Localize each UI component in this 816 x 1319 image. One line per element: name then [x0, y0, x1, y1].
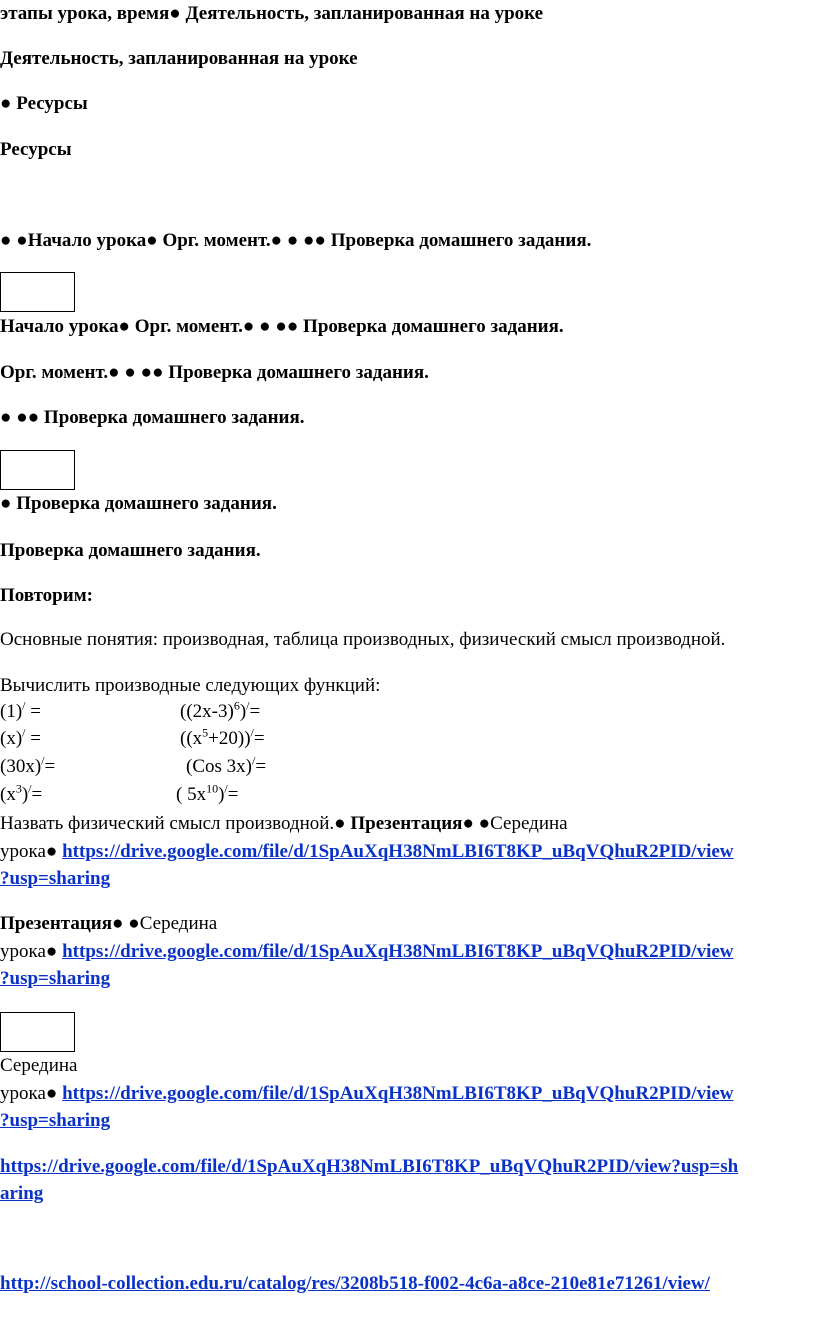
middle-label: Середина: [490, 813, 568, 834]
derivative-4a: $(x^3)^/=$: [0, 781, 43, 805]
middle-label-2: Середина: [139, 913, 218, 934]
drive-link-3-tail[interactable]: ?usp=sharing: [0, 1110, 111, 1131]
homework-line-3: Проверка домашнего задания.: [0, 540, 261, 561]
lesson-link-line-1b: [0, 868, 110, 890]
derivative-row-2: [0, 725, 41, 750]
drive-link-1[interactable]: https://drive.google.com/file/d/1SpAuXqH38NmLBI6T8KP_uBqVQhuR2PID/view: [62, 841, 734, 862]
lesson-label: урока●: [0, 841, 63, 862]
derivative-row-3: [0, 753, 56, 778]
middle-heading: Середина: [0, 1055, 78, 1076]
repeat-heading: Повторим:: [0, 585, 93, 606]
derivative-2b: $((x^5+20))^/=$: [180, 725, 265, 749]
drive-link-1-tail[interactable]: ?usp=sharing: [0, 868, 111, 889]
full-link-line: [0, 1156, 738, 1178]
physical-meaning-line: [0, 813, 568, 835]
lesson-label-3: урока●: [0, 1083, 63, 1104]
org-moment-line: Орг. момент.● ● ●● Проверка домашнего задания.: [0, 362, 429, 383]
heading-resources-bullet: ● Ресурсы: [0, 93, 88, 114]
derivative-1b: $((2x-3)^6)^/=$: [180, 698, 261, 722]
basic-concepts: Основные понятия: производная, таблица производных, физический смысл производной.: [0, 629, 726, 650]
heading-resources: Ресурсы: [0, 139, 72, 160]
derivative-2a: (x)/ =: [0, 725, 41, 749]
heading-activity: Деятельность, запланированная на уроке: [0, 48, 358, 69]
lesson-link-line-3: [0, 1083, 734, 1105]
lesson-link-line-2b: [0, 968, 110, 990]
empty-image-box-1: [0, 272, 75, 312]
full-link-line-b: [0, 1183, 43, 1205]
drive-link-full[interactable]: https://drive.google.com/file/d/1SpAuXqH38NmLBI6T8KP_uBqVQhuR2PID/view?usp=sh: [0, 1156, 739, 1177]
drive-link-2[interactable]: https://drive.google.com/file/d/1SpAuXqH38NmLBI6T8KP_uBqVQhuR2PID/view: [62, 941, 734, 962]
derivative-row-1: [0, 698, 41, 723]
derivative-4b: ( $5x^{10})^/=$: [176, 781, 239, 805]
presentation-label: Презентация● ●: [350, 813, 491, 834]
lesson-label-2: урока●: [0, 941, 63, 962]
empty-image-box-3: [0, 1012, 75, 1052]
heading-stages: этапы урока, время● Деятельность, запланированная на уроке: [0, 3, 544, 24]
empty-image-box-2: [0, 450, 75, 490]
compute-derivatives: Вычислить производные следующих функций:: [0, 675, 381, 696]
lesson-link-line-3b: [0, 1110, 110, 1132]
physical-meaning-text: Назвать физический смысл производной.●: [0, 813, 351, 834]
school-collection-link[interactable]: http://school-collection.edu.ru/catalog/res/3208b518-f002-4c6a-a8ce-210e81e71261/view/: [0, 1273, 710, 1294]
derivative-3a: (30x)/=: [0, 753, 56, 777]
lesson-start-line-2: Начало урока● Орг. момент.● ● ●● Проверка домашнего задания.: [0, 316, 564, 337]
drive-link-full-tail[interactable]: aring: [0, 1183, 44, 1204]
homework-line-2: ● Проверка домашнего задания.: [0, 493, 277, 514]
school-collection-line: [0, 1273, 710, 1295]
drive-link-3[interactable]: https://drive.google.com/file/d/1SpAuXqH38NmLBI6T8KP_uBqVQhuR2PID/view: [62, 1083, 734, 1104]
lesson-link-line-1: [0, 841, 734, 863]
homework-line-1: ● ●● Проверка домашнего задания.: [0, 407, 305, 428]
lesson-link-line-2: [0, 941, 734, 963]
drive-link-2-tail[interactable]: ?usp=sharing: [0, 968, 111, 989]
presentation-label-2: Презентация● ●: [0, 913, 140, 934]
derivative-1a: (1)/ =: [0, 698, 41, 722]
derivative-row-4: [0, 781, 43, 806]
presentation-line-2: [0, 913, 217, 935]
lesson-start-line-1: ● ●Начало урока● Орг. момент.● ● ●● Проверка домашнего задания.: [0, 230, 592, 251]
derivative-3b: (Cos 3x)/=: [186, 753, 267, 777]
